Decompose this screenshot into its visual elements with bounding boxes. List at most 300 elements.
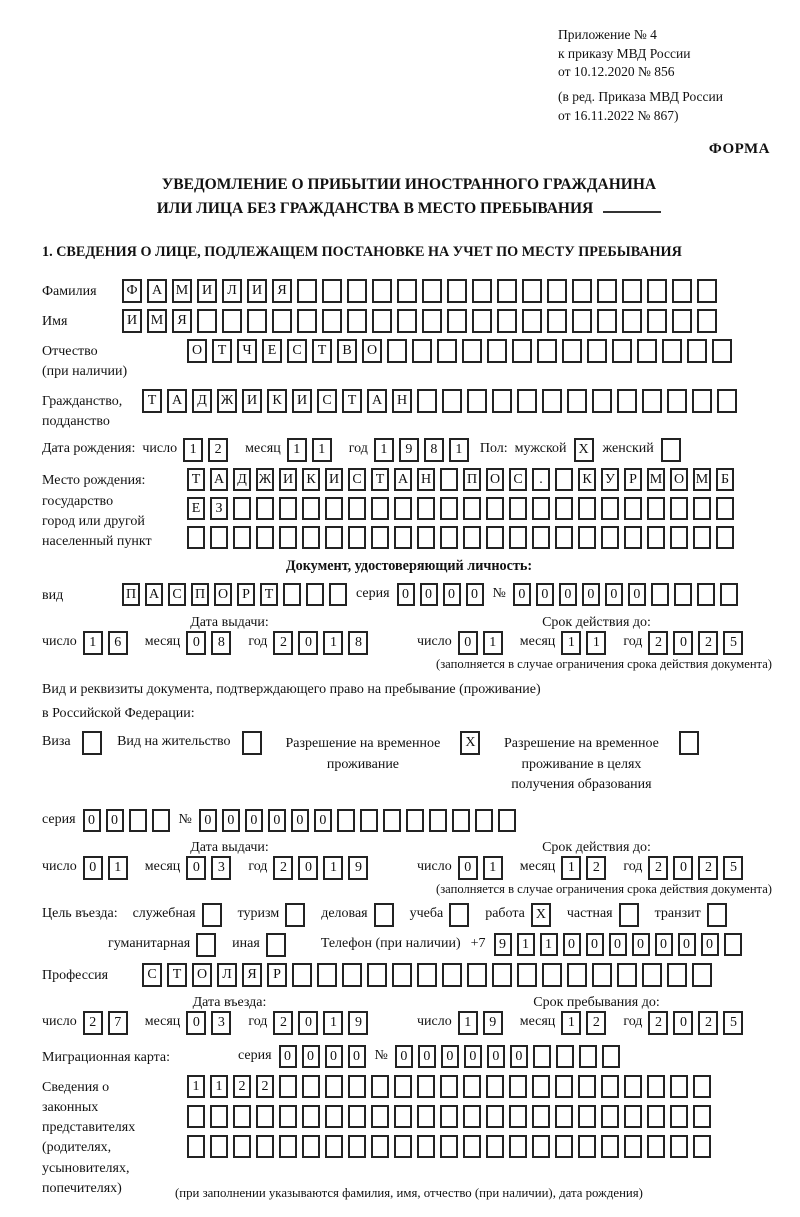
char-cell[interactable] (670, 497, 688, 520)
char-cell[interactable] (472, 279, 492, 303)
char-cell[interactable]: Н (392, 389, 412, 413)
char-cell[interactable] (187, 1105, 205, 1128)
char-cell[interactable]: 1 (323, 1011, 343, 1035)
char-cell[interactable]: 0 (701, 933, 719, 956)
char-cell[interactable]: 3 (211, 856, 231, 880)
char-cell[interactable] (367, 963, 387, 987)
char-cell[interactable] (555, 468, 573, 491)
char-cell[interactable] (447, 309, 467, 333)
char-cell[interactable]: Т (312, 339, 332, 363)
char-cell[interactable] (442, 963, 462, 987)
char-cell[interactable]: О (362, 339, 382, 363)
char-cell[interactable] (412, 339, 432, 363)
char-cell[interactable]: 0 (186, 856, 206, 880)
char-cell[interactable]: С (509, 468, 527, 491)
char-cell[interactable] (371, 1135, 389, 1158)
char-cell[interactable] (578, 497, 596, 520)
char-cell[interactable] (347, 279, 367, 303)
char-cell[interactable] (329, 583, 347, 606)
char-cell[interactable]: 0 (536, 583, 554, 606)
char-cell[interactable] (210, 526, 228, 549)
char-cell[interactable] (325, 1135, 343, 1158)
char-cell[interactable] (578, 526, 596, 549)
checkbox[interactable] (619, 903, 639, 927)
char-cell[interactable] (532, 526, 550, 549)
char-cell[interactable]: 8 (348, 631, 368, 655)
char-cell[interactable] (612, 339, 632, 363)
char-cell[interactable] (672, 309, 692, 333)
char-cell[interactable] (129, 809, 147, 832)
char-cell[interactable]: К (302, 468, 320, 491)
char-cell[interactable] (697, 309, 717, 333)
char-cell[interactable] (233, 526, 251, 549)
char-cell[interactable] (447, 279, 467, 303)
char-cell[interactable] (587, 339, 607, 363)
char-cell[interactable]: О (214, 583, 232, 606)
char-cell[interactable]: 0 (106, 809, 124, 832)
char-cell[interactable] (348, 497, 366, 520)
char-cell[interactable]: Е (187, 497, 205, 520)
char-cell[interactable] (325, 526, 343, 549)
char-cell[interactable] (397, 279, 417, 303)
char-cell[interactable] (492, 389, 512, 413)
char-cell[interactable] (597, 279, 617, 303)
char-cell[interactable]: Т (342, 389, 362, 413)
char-cell[interactable] (693, 1105, 711, 1128)
char-cell[interactable] (601, 1135, 619, 1158)
char-cell[interactable] (348, 1075, 366, 1098)
char-cell[interactable] (624, 1135, 642, 1158)
char-cell[interactable] (233, 1135, 251, 1158)
char-cell[interactable] (325, 497, 343, 520)
char-cell[interactable] (542, 389, 562, 413)
char-cell[interactable] (687, 339, 707, 363)
char-cell[interactable] (317, 963, 337, 987)
char-cell[interactable] (562, 339, 582, 363)
char-cell[interactable]: 1 (374, 438, 394, 462)
char-cell[interactable] (292, 963, 312, 987)
char-cell[interactable]: 1 (187, 1075, 205, 1098)
char-cell[interactable] (597, 309, 617, 333)
char-cell[interactable]: 2 (586, 1011, 606, 1035)
char-cell[interactable]: 0 (325, 1045, 343, 1068)
char-cell[interactable] (556, 1045, 574, 1068)
char-cell[interactable] (417, 1075, 435, 1098)
char-cell[interactable] (497, 279, 517, 303)
char-cell[interactable] (272, 309, 292, 333)
char-cell[interactable] (256, 1135, 274, 1158)
char-cell[interactable]: 0 (628, 583, 646, 606)
char-cell[interactable]: 2 (273, 856, 293, 880)
char-cell[interactable] (348, 526, 366, 549)
char-cell[interactable]: Ж (217, 389, 237, 413)
char-cell[interactable]: О (670, 468, 688, 491)
char-cell[interactable] (397, 309, 417, 333)
char-cell[interactable] (417, 1105, 435, 1128)
char-cell[interactable]: Ч (237, 339, 257, 363)
char-cell[interactable] (693, 1075, 711, 1098)
char-cell[interactable]: И (279, 468, 297, 491)
char-cell[interactable] (417, 963, 437, 987)
char-cell[interactable]: 1 (312, 438, 332, 462)
char-cell[interactable] (417, 526, 435, 549)
char-cell[interactable]: 1 (83, 631, 103, 655)
char-cell[interactable] (372, 309, 392, 333)
char-cell[interactable]: 0 (586, 933, 604, 956)
char-cell[interactable]: Н (417, 468, 435, 491)
char-cell[interactable]: 1 (108, 856, 128, 880)
char-cell[interactable] (532, 497, 550, 520)
checkbox[interactable] (374, 903, 394, 927)
char-cell[interactable]: О (486, 468, 504, 491)
char-cell[interactable]: 1 (458, 1011, 478, 1035)
char-cell[interactable] (670, 1075, 688, 1098)
char-cell[interactable] (601, 1075, 619, 1098)
char-cell[interactable] (371, 526, 389, 549)
char-cell[interactable]: 0 (510, 1045, 528, 1068)
char-cell[interactable] (592, 963, 612, 987)
char-cell[interactable] (197, 309, 217, 333)
char-cell[interactable]: 5 (723, 631, 743, 655)
char-cell[interactable] (601, 497, 619, 520)
char-cell[interactable]: 0 (673, 631, 693, 655)
char-cell[interactable]: 0 (609, 933, 627, 956)
char-cell[interactable] (486, 1105, 504, 1128)
char-cell[interactable] (337, 809, 355, 832)
char-cell[interactable] (517, 389, 537, 413)
char-cell[interactable] (555, 1075, 573, 1098)
char-cell[interactable]: 1 (517, 933, 535, 956)
char-cell[interactable] (647, 279, 667, 303)
char-cell[interactable] (302, 526, 320, 549)
char-cell[interactable] (302, 1135, 320, 1158)
char-cell[interactable] (662, 339, 682, 363)
char-cell[interactable] (233, 1105, 251, 1128)
char-cell[interactable]: 0 (83, 809, 101, 832)
char-cell[interactable]: 1 (561, 631, 581, 655)
char-cell[interactable]: Т (167, 963, 187, 987)
checkbox[interactable] (449, 903, 469, 927)
char-cell[interactable] (463, 1135, 481, 1158)
char-cell[interactable] (417, 497, 435, 520)
char-cell[interactable] (578, 1135, 596, 1158)
char-cell[interactable]: 2 (233, 1075, 251, 1098)
char-cell[interactable]: Ф (122, 279, 142, 303)
char-cell[interactable]: И (247, 279, 267, 303)
char-cell[interactable] (463, 497, 481, 520)
char-cell[interactable] (322, 279, 342, 303)
char-cell[interactable] (442, 389, 462, 413)
char-cell[interactable]: А (147, 279, 167, 303)
char-cell[interactable]: 0 (418, 1045, 436, 1068)
char-cell[interactable] (693, 526, 711, 549)
char-cell[interactable] (417, 389, 437, 413)
char-cell[interactable]: С (317, 389, 337, 413)
char-cell[interactable]: Р (237, 583, 255, 606)
char-cell[interactable] (509, 1135, 527, 1158)
char-cell[interactable] (467, 963, 487, 987)
checkbox[interactable] (202, 903, 222, 927)
char-cell[interactable]: 0 (298, 1011, 318, 1035)
char-cell[interactable] (622, 279, 642, 303)
char-cell[interactable] (509, 1075, 527, 1098)
char-cell[interactable] (642, 389, 662, 413)
char-cell[interactable] (152, 809, 170, 832)
char-cell[interactable] (509, 526, 527, 549)
char-cell[interactable] (602, 1045, 620, 1068)
char-cell[interactable] (371, 497, 389, 520)
char-cell[interactable] (440, 526, 458, 549)
char-cell[interactable]: 2 (648, 1011, 668, 1035)
char-cell[interactable]: М (693, 468, 711, 491)
visa-checkbox[interactable] (82, 731, 102, 755)
char-cell[interactable]: 0 (458, 856, 478, 880)
char-cell[interactable]: И (122, 309, 142, 333)
char-cell[interactable]: 2 (208, 438, 228, 462)
char-cell[interactable]: 0 (655, 933, 673, 956)
char-cell[interactable] (440, 1105, 458, 1128)
char-cell[interactable] (486, 526, 504, 549)
checkbox[interactable] (266, 933, 286, 957)
char-cell[interactable] (647, 526, 665, 549)
char-cell[interactable] (347, 309, 367, 333)
char-cell[interactable]: М (172, 279, 192, 303)
char-cell[interactable] (422, 279, 442, 303)
char-cell[interactable]: И (242, 389, 262, 413)
char-cell[interactable] (492, 963, 512, 987)
char-cell[interactable] (279, 1135, 297, 1158)
char-cell[interactable]: 0 (441, 1045, 459, 1068)
char-cell[interactable] (592, 389, 612, 413)
char-cell[interactable] (522, 279, 542, 303)
char-cell[interactable]: О (192, 963, 212, 987)
char-cell[interactable] (394, 497, 412, 520)
char-cell[interactable] (622, 309, 642, 333)
char-cell[interactable] (542, 963, 562, 987)
char-cell[interactable]: 0 (314, 809, 332, 832)
char-cell[interactable] (467, 389, 487, 413)
char-cell[interactable]: А (167, 389, 187, 413)
char-cell[interactable]: 0 (605, 583, 623, 606)
char-cell[interactable] (617, 389, 637, 413)
char-cell[interactable] (670, 1105, 688, 1128)
char-cell[interactable] (487, 339, 507, 363)
char-cell[interactable]: М (647, 468, 665, 491)
char-cell[interactable]: 5 (723, 856, 743, 880)
char-cell[interactable] (578, 1105, 596, 1128)
char-cell[interactable]: 0 (186, 1011, 206, 1035)
char-cell[interactable] (547, 279, 567, 303)
char-cell[interactable] (406, 809, 424, 832)
char-cell[interactable] (210, 1105, 228, 1128)
char-cell[interactable]: Ж (256, 468, 274, 491)
char-cell[interactable]: 0 (222, 809, 240, 832)
char-cell[interactable]: С (348, 468, 366, 491)
char-cell[interactable] (279, 526, 297, 549)
char-cell[interactable] (325, 1105, 343, 1128)
char-cell[interactable]: И (325, 468, 343, 491)
char-cell[interactable] (533, 1045, 551, 1068)
char-cell[interactable]: 8 (211, 631, 231, 655)
char-cell[interactable] (322, 309, 342, 333)
char-cell[interactable]: Я (172, 309, 192, 333)
char-cell[interactable] (486, 1075, 504, 1098)
char-cell[interactable] (325, 1075, 343, 1098)
char-cell[interactable]: И (292, 389, 312, 413)
char-cell[interactable]: 0 (420, 583, 438, 606)
char-cell[interactable]: Е (262, 339, 282, 363)
char-cell[interactable]: 0 (245, 809, 263, 832)
char-cell[interactable] (348, 1135, 366, 1158)
char-cell[interactable]: 0 (302, 1045, 320, 1068)
char-cell[interactable] (437, 339, 457, 363)
char-cell[interactable]: 1 (287, 438, 307, 462)
char-cell[interactable] (440, 1075, 458, 1098)
char-cell[interactable]: П (191, 583, 209, 606)
char-cell[interactable]: Р (267, 963, 287, 987)
char-cell[interactable] (670, 1135, 688, 1158)
char-cell[interactable] (417, 1135, 435, 1158)
char-cell[interactable] (712, 339, 732, 363)
char-cell[interactable]: 1 (323, 856, 343, 880)
char-cell[interactable]: Т (187, 468, 205, 491)
char-cell[interactable] (394, 1075, 412, 1098)
temp-residence-checkbox[interactable]: X (460, 731, 480, 755)
char-cell[interactable]: 0 (678, 933, 696, 956)
char-cell[interactable]: 0 (466, 583, 484, 606)
char-cell[interactable] (440, 1135, 458, 1158)
char-cell[interactable] (697, 279, 717, 303)
char-cell[interactable] (601, 526, 619, 549)
char-cell[interactable] (674, 583, 692, 606)
char-cell[interactable] (720, 583, 738, 606)
char-cell[interactable] (210, 1135, 228, 1158)
char-cell[interactable]: Т (142, 389, 162, 413)
char-cell[interactable]: О (187, 339, 207, 363)
char-cell[interactable] (647, 1105, 665, 1128)
char-cell[interactable]: 2 (273, 1011, 293, 1035)
char-cell[interactable]: 2 (698, 856, 718, 880)
char-cell[interactable] (647, 497, 665, 520)
char-cell[interactable]: П (463, 468, 481, 491)
char-cell[interactable] (472, 309, 492, 333)
char-cell[interactable] (387, 339, 407, 363)
char-cell[interactable] (601, 1105, 619, 1128)
char-cell[interactable]: К (578, 468, 596, 491)
char-cell[interactable] (256, 1105, 274, 1128)
char-cell[interactable]: 1 (561, 1011, 581, 1035)
char-cell[interactable] (532, 1135, 550, 1158)
char-cell[interactable] (532, 1075, 550, 1098)
char-cell[interactable]: Т (260, 583, 278, 606)
char-cell[interactable]: 9 (483, 1011, 503, 1035)
char-cell[interactable] (717, 389, 737, 413)
char-cell[interactable]: Д (233, 468, 251, 491)
char-cell[interactable]: 1 (323, 631, 343, 655)
char-cell[interactable]: А (210, 468, 228, 491)
char-cell[interactable]: 0 (673, 856, 693, 880)
char-cell[interactable] (651, 583, 669, 606)
char-cell[interactable]: С (287, 339, 307, 363)
char-cell[interactable]: 0 (563, 933, 581, 956)
char-cell[interactable]: 9 (494, 933, 512, 956)
char-cell[interactable]: 2 (83, 1011, 103, 1035)
char-cell[interactable]: 0 (291, 809, 309, 832)
char-cell[interactable]: 0 (348, 1045, 366, 1068)
char-cell[interactable]: 1 (183, 438, 203, 462)
char-cell[interactable]: И (197, 279, 217, 303)
char-cell[interactable] (522, 309, 542, 333)
char-cell[interactable] (371, 1075, 389, 1098)
char-cell[interactable] (463, 1075, 481, 1098)
char-cell[interactable]: Р (624, 468, 642, 491)
char-cell[interactable] (371, 1105, 389, 1128)
char-cell[interactable]: 0 (83, 856, 103, 880)
temp-residence-education-checkbox[interactable] (679, 731, 699, 755)
char-cell[interactable] (452, 809, 470, 832)
char-cell[interactable] (624, 1075, 642, 1098)
char-cell[interactable]: 2 (698, 631, 718, 655)
char-cell[interactable] (642, 963, 662, 987)
char-cell[interactable]: 0 (487, 1045, 505, 1068)
char-cell[interactable]: Т (212, 339, 232, 363)
char-cell[interactable]: 2 (256, 1075, 274, 1098)
char-cell[interactable] (348, 1105, 366, 1128)
char-cell[interactable] (572, 279, 592, 303)
char-cell[interactable]: З (210, 497, 228, 520)
checkbox[interactable] (707, 903, 727, 927)
char-cell[interactable]: Б (716, 468, 734, 491)
char-cell[interactable]: 9 (399, 438, 419, 462)
char-cell[interactable] (187, 526, 205, 549)
char-cell[interactable]: 2 (698, 1011, 718, 1035)
char-cell[interactable] (392, 963, 412, 987)
char-cell[interactable]: 0 (268, 809, 286, 832)
char-cell[interactable] (672, 279, 692, 303)
char-cell[interactable]: 8 (424, 438, 444, 462)
char-cell[interactable] (372, 279, 392, 303)
char-cell[interactable] (422, 309, 442, 333)
char-cell[interactable]: 1 (483, 856, 503, 880)
char-cell[interactable]: У (601, 468, 619, 491)
char-cell[interactable]: 0 (298, 631, 318, 655)
char-cell[interactable]: 0 (513, 583, 531, 606)
char-cell[interactable] (547, 309, 567, 333)
char-cell[interactable]: 0 (199, 809, 217, 832)
char-cell[interactable]: 0 (279, 1045, 297, 1068)
checkbox[interactable] (285, 903, 305, 927)
char-cell[interactable] (360, 809, 378, 832)
char-cell[interactable]: Л (217, 963, 237, 987)
char-cell[interactable]: А (145, 583, 163, 606)
char-cell[interactable] (302, 497, 320, 520)
char-cell[interactable]: М (147, 309, 167, 333)
char-cell[interactable]: 2 (273, 631, 293, 655)
char-cell[interactable] (537, 339, 557, 363)
char-cell[interactable] (256, 526, 274, 549)
char-cell[interactable] (647, 309, 667, 333)
char-cell[interactable]: Я (272, 279, 292, 303)
char-cell[interactable] (555, 497, 573, 520)
char-cell[interactable] (532, 1105, 550, 1128)
char-cell[interactable] (486, 1135, 504, 1158)
char-cell[interactable]: 0 (458, 631, 478, 655)
char-cell[interactable] (462, 339, 482, 363)
char-cell[interactable]: 0 (582, 583, 600, 606)
char-cell[interactable] (394, 1135, 412, 1158)
char-cell[interactable]: П (122, 583, 140, 606)
checkbox[interactable]: X (531, 903, 551, 927)
